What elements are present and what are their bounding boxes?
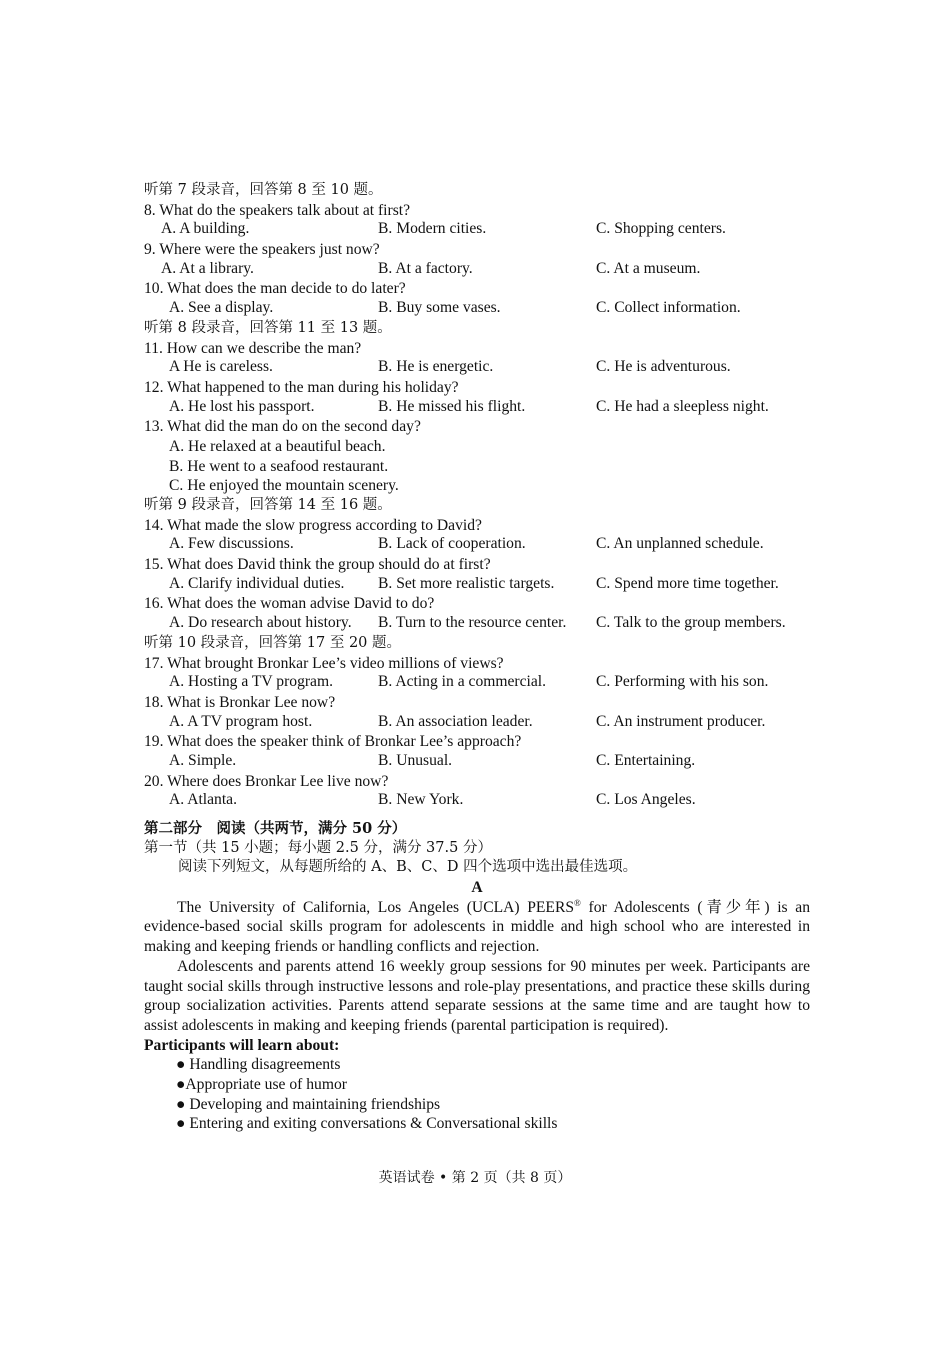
options-20 (144, 791, 810, 811)
option-b: B. Set more realistic targets. (378, 574, 555, 592)
option-c: C. He is adventurous. (596, 358, 731, 376)
paragraph-2: Adolescents and parents attend 16 weekly group sessions for 90 minutes per week. Participants are taught social skills through instructive lessons and role-play presentations, and practice these skills during group socialization activities. Parents attend separate sessions at the same time and are taught how to assist adolescents in making and keeping friends (parental participation is required). (144, 957, 810, 1034)
passage-label: A (471, 879, 483, 897)
options-10 (144, 299, 810, 319)
options-8 (144, 220, 810, 240)
option-b: B. Modern cities. (378, 220, 487, 238)
option-b: B. Acting in a commercial. (378, 673, 547, 691)
instruction: 阅读下列短文，从每题所给的 A、B、C、D 四个选项中选出最佳选项。 (178, 859, 638, 876)
option-b: B. At a factory. (378, 259, 473, 277)
option-b: B. He is energetic. (378, 358, 494, 376)
question-11: 11. How can we describe the man? (144, 339, 362, 357)
option-b: B. An association leader. (378, 712, 533, 730)
option-c: C. Performing with his son. (596, 673, 769, 691)
list-item: ● Handling disagreements (176, 1056, 341, 1074)
question-15: 15. What does David think the group should do at first? (144, 556, 491, 574)
option-a: A. Few discussions. (169, 535, 294, 553)
options-19 (144, 752, 810, 772)
option-c: C. Spend more time together. (596, 574, 779, 592)
bullet-list (144, 1055, 810, 1134)
question-9: 9. Where were the speakers just now? (144, 241, 380, 259)
option-c: C. At a museum. (596, 259, 701, 277)
section-header: 听第 8 段录音，回答第 11 至 13 题。 (144, 319, 392, 336)
paragraph-1-start: The University of California, Los Angeles (UCLA) PEERS (177, 898, 575, 916)
option-c: C. An unplanned schedule. (596, 535, 764, 553)
options-17 (144, 673, 810, 693)
paragraph-1-rest: for Adolescents (青少年) is an evidence-based social skills program for adolescents in middle and high school who are interested in making and keeping friends or handling conflicts and rejection. (144, 898, 810, 956)
options-15 (144, 575, 810, 595)
question-13: 13. What did the man do on the second day? (144, 418, 421, 436)
option-b: B. He missed his flight. (378, 397, 526, 415)
option-a: A. He lost his passport. (169, 397, 315, 415)
learn-heading: Participants will learn about: (144, 1036, 340, 1054)
section-title: 第一节（共 15 小题；每小题 2.5 分，满分 37.5 分） (144, 839, 492, 856)
options-18 (144, 713, 810, 733)
option-a: A. Do research about history. (169, 614, 352, 632)
option-a: A. See a display. (169, 299, 274, 317)
option-a: A. Hosting a TV program. (169, 673, 334, 691)
option-c: C. Los Angeles. (596, 791, 696, 809)
question-8: 8. What do the speakers talk about at first? (144, 201, 411, 219)
part-title: 第二部分 阅读（共两节，满分 50 分） (144, 820, 407, 837)
option-a: A. A building. (161, 220, 250, 238)
options-9 (144, 260, 810, 280)
option-c: C. Entertaining. (596, 751, 696, 769)
option-c: C. Collect information. (596, 299, 741, 317)
page-footer: 英语试卷 • 第 2 页（共 8 页） (378, 1170, 572, 1186)
paragraph-1 (144, 898, 810, 957)
question-16: 16. What does the woman advise David to do? (144, 595, 435, 613)
list-item: ●Appropriate use of humor (176, 1076, 347, 1094)
option-a: A He is careless. (169, 358, 273, 376)
options-14 (144, 535, 810, 555)
page-content (144, 181, 810, 1134)
option-c: C. He had a sleepless night. (596, 397, 769, 415)
question-20: 20. Where does Bronkar Lee live now? (144, 772, 389, 790)
section-header: 听第 7 段录音，回答第 8 至 10 题。 (144, 182, 383, 198)
option-b: B. Lack of cooperation. (378, 535, 526, 553)
option-b: B. New York. (378, 791, 464, 809)
section-header: 听第 9 段录音，回答第 14 至 16 题。 (144, 497, 392, 513)
list-item: ● Developing and maintaining friendships (176, 1095, 441, 1113)
option-b: B. Unusual. (378, 751, 453, 769)
passage-text (144, 898, 810, 1036)
options-12 (144, 398, 810, 418)
option-c: C. Talk to the group members. (596, 614, 786, 632)
question-10: 10. What does the man decide to do later? (144, 280, 406, 298)
question-18: 18. What is Bronkar Lee now? (144, 693, 336, 711)
registered-mark: ® (574, 897, 581, 908)
question-14: 14. What made the slow progress according to David? (144, 516, 482, 534)
options-11 (144, 358, 810, 378)
options-16 (144, 614, 810, 634)
section-header: 听第 10 段录音，回答第 17 至 20 题。 (144, 634, 402, 651)
option-b: B. Turn to the resource center. (378, 614, 567, 632)
option-c: C. He enjoyed the mountain scenery. (169, 477, 399, 495)
option-a: A. At a library. (161, 259, 254, 277)
option-a: A. He relaxed at a beautiful beach. (169, 437, 386, 455)
option-a: A. Simple. (169, 751, 237, 769)
option-a: A. Clarify individual duties. (169, 574, 345, 592)
option-c: C. An instrument producer. (596, 712, 766, 730)
option-b: B. He went to a seafood restaurant. (169, 457, 389, 475)
option-a: A. A TV program host. (169, 712, 313, 730)
list-item: ● Entering and exiting conversations & Conversational skills (176, 1115, 558, 1133)
option-c: C. Shopping centers. (596, 220, 726, 238)
option-b: B. Buy some vases. (378, 299, 501, 317)
question-19: 19. What does the speaker think of Bronkar Lee’s approach? (144, 733, 522, 751)
option-a: A. Atlanta. (169, 791, 237, 809)
question-12: 12. What happened to the man during his holiday? (144, 378, 459, 396)
question-17: 17. What brought Bronkar Lee’s video millions of views? (144, 654, 504, 672)
